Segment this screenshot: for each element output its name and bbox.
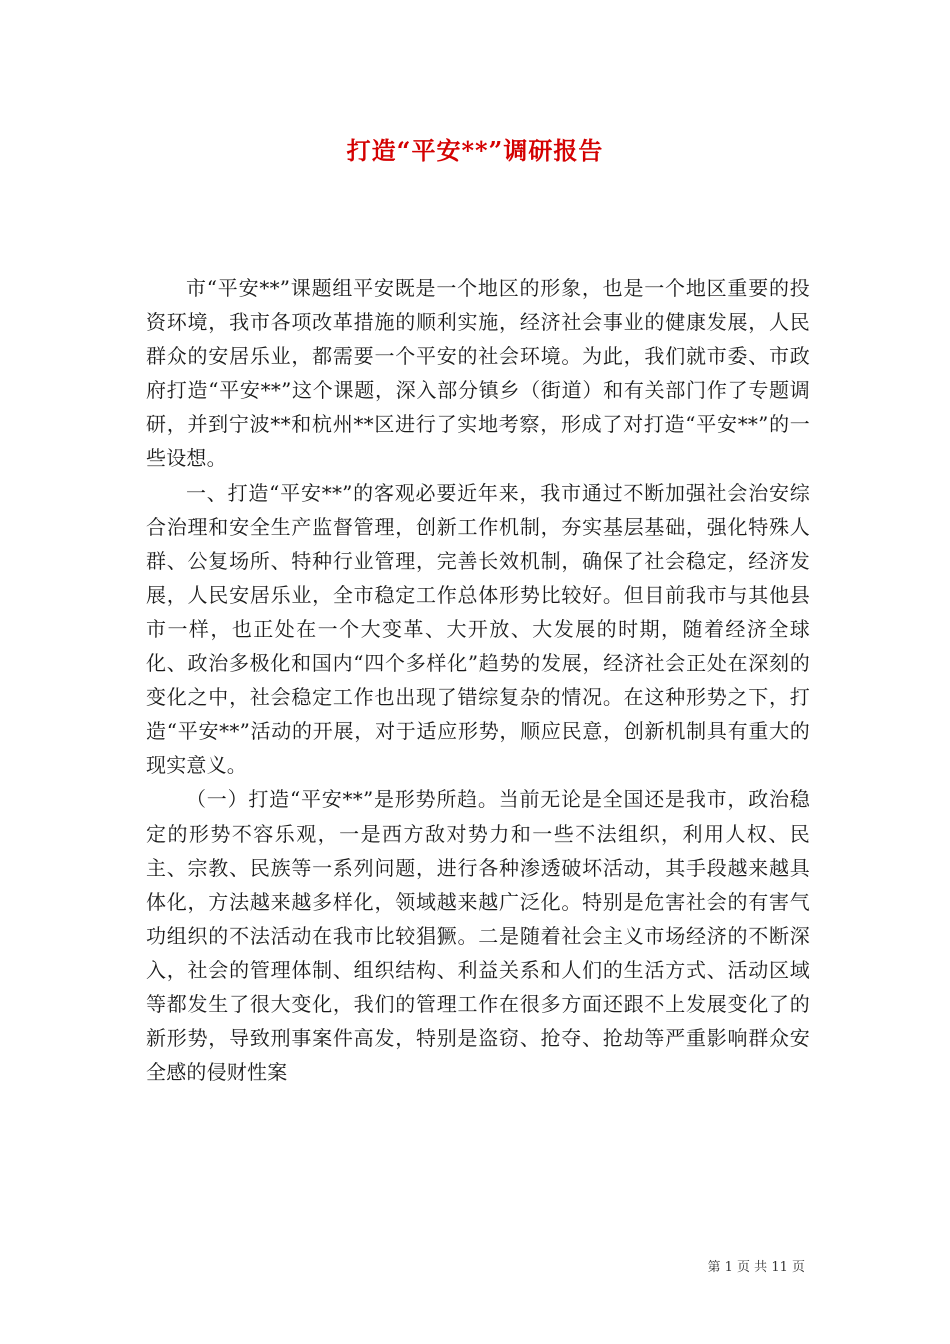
paragraph-subsection-one: （一）打造“平安**”是形势所趋。当前无论是全国还是我市，政治稳定的形势不容乐观，一是西方敌对势力和一些不法组织，利用人权、民主、宗教、民族等一系列问题，进行各种渗透破坏活动，其手段越来越具体化，方法越来越多样化，领域越来越广泛化。特别是危害社会的有害气功组织的不法活动在我市比较猖獗。二是随着社会主义市场经济的不断深入，社会的管理体制、组织结构、利益关系和人们的生活方式、活动区域等都发生了很大变化，我们的管理工作在很多方面还跟不上发展变化了的新形势，导致刑事案件高发，特别是盗窃、抢夺、抢劫等严重影响群众安全感的侵财性案: [146, 787, 810, 1085]
document-title: 打造“平安**”调研报告: [346, 136, 604, 165]
page-number: 第 1 页 共 11 页: [707, 1260, 805, 1275]
paragraph-section-one: 一、打造“平安**”的客观必要近年来，我市通过不断加强社会治安综合治理和安全生产监督管理，创新工作机制，夯实基层基础，强化特殊人群、公复场所、特种行业管理，完善长效机制，确保了社会稳定，经济发展，人民安居乐业，全市稳定工作总体形势比较好。但目前我市与其他县市一样，也正处在一个大变革、大开放、大发展的时期，随着经济全球化、政治多极化和国内“四个多样化”趋势的发展，经济社会正处在深刻的变化之中，社会稳定工作也出现了错综复杂的情况。在这种形势之下，打造“平安**”活动的开展，对于适应形势，顺应民意，创新机制具有重大的现实意义。: [146, 480, 810, 778]
paragraph-intro: 市“平安**”课题组平安既是一个地区的形象，也是一个地区重要的投资环境，我市各项改革措施的顺利实施，经济社会事业的健康发展，人民群众的安居乐业，都需要一个平安的社会环境。为此，我们就市委、市政府打造“平安**”这个课题，深入部分镇乡（街道）和有关部门作了专题调研，并到宁波**和杭州**区进行了实地考察，形成了对打造“平安**”的一些设想。: [146, 276, 810, 471]
document-body: [146, 271, 810, 1089]
